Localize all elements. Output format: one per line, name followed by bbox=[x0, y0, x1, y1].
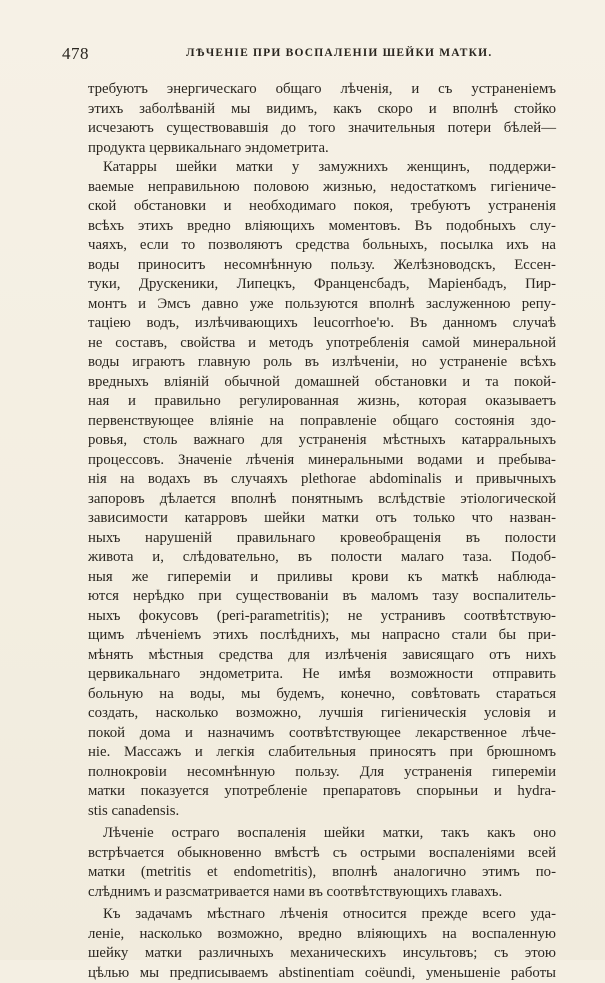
text-line: ются нерѣдко при существованіи въ маломъ тазу воспалитель- bbox=[88, 587, 556, 607]
text-line: Катарры шейки матки у замужнихъ женщинъ, поддержи- bbox=[88, 158, 556, 178]
text-line: создать, насколько возможно, лучшія гигіеническія условія и bbox=[88, 704, 556, 724]
text-line: не составъ, свойства и методъ употребленія самой минеральной bbox=[88, 334, 556, 354]
text-line: продукта цервикальнаго эндометрита. bbox=[88, 139, 556, 159]
text-line: живота и, слѣдовательно, въ полости малаго таза. Подоб- bbox=[88, 548, 556, 568]
text-line: процессовъ. Значеніе лѣченія минеральными водами и пребыва- bbox=[88, 451, 556, 471]
body-text bbox=[88, 80, 556, 983]
text-line: шейку матки различныхъ механическихъ инсультовъ; съ этою bbox=[88, 944, 556, 964]
text-line: ныхъ фокусовъ (peri-parametritis); не устранивъ соотвѣтствую- bbox=[88, 607, 556, 627]
text-line: ской обстановки и необходимаго покоя, требуютъ устраненія bbox=[88, 197, 556, 217]
text-line: ровья, столь важнаго для устраненія мѣстныхъ катарральныхъ bbox=[88, 431, 556, 451]
text-line: воды играютъ главную роль въ излѣченіи, но устраненіе всѣхъ bbox=[88, 353, 556, 373]
text-line: встрѣчается обыкновенно вмѣстѣ съ острыми воспаленіями всей bbox=[88, 844, 556, 864]
text-line: больную на воды, мы будемъ, конечно, совѣтовать стараться bbox=[88, 685, 556, 705]
text-line: stis canadensis. bbox=[88, 802, 556, 822]
text-line: полнокровіи несомнѣнную пользу. Для устраненія гипереміи bbox=[88, 763, 556, 783]
text-line: ныхъ нарушеній правильнаго кровеобращенія въ полости bbox=[88, 529, 556, 549]
text-line: ніе. Массажъ и легкія слабительныя приносятъ при брюшномъ bbox=[88, 743, 556, 763]
text-line: этихъ заболѣваній мы видимъ, какъ скоро и вполнѣ стойко bbox=[88, 100, 556, 120]
paragraph bbox=[88, 80, 556, 158]
text-line: Къ задачамъ мѣстнаго лѣченія относится прежде всего уда- bbox=[88, 905, 556, 925]
text-line: исчезаютъ существовавшія до того значительныя потери бѣлей— bbox=[88, 119, 556, 139]
text-line: туки, Друскеники, Липецкъ, Франценсбадъ, Маріенбадъ, Пир- bbox=[88, 275, 556, 295]
text-line: чаяхъ, если то позволяютъ средства больныхъ, посылка ихъ на bbox=[88, 236, 556, 256]
text-line: монтъ и Эмсъ давно уже пользуются вполнѣ заслуженною репу- bbox=[88, 295, 556, 315]
paragraph bbox=[88, 824, 556, 902]
text-line: всѣхъ этихъ вредно вліяющихъ моментовъ. Въ подобныхъ слу- bbox=[88, 217, 556, 237]
paragraph bbox=[88, 158, 556, 821]
text-line: таціею водъ, излѣчивающихъ leucorrhoe'ю. Въ данномъ случаѣ bbox=[88, 314, 556, 334]
text-line: цервикальнаго эндометрита. Не имѣя возможности отправить bbox=[88, 665, 556, 685]
text-line: ныя же гипереміи и приливы крови къ маткѣ наблюда- bbox=[88, 568, 556, 588]
text-line: матки показуется употребленіе препаратовъ спорыньи и hydra- bbox=[88, 782, 556, 802]
text-line: леніе, насколько возможно, вредно вліяющихъ на воспаленную bbox=[88, 925, 556, 945]
text-line: ваемые неправильною половою жизнью, недостаткомъ гигіениче- bbox=[88, 178, 556, 198]
text-line: воды приноситъ несомнѣнную пользу. Желѣзноводскъ, Ессен- bbox=[88, 256, 556, 276]
text-line: мѣнять мѣстныя средства для излѣченія зависящаго отъ нихъ bbox=[88, 646, 556, 666]
text-line: щимъ лѣченіемъ этихъ послѣднихъ, мы напрасно стали бы при- bbox=[88, 626, 556, 646]
text-line: ная и правильно регулированная жизнь, которая оказываетъ bbox=[88, 392, 556, 412]
page-number: 478 bbox=[62, 44, 89, 64]
text-line: нія на водахъ въ случаяхъ plethorae abdominalis и привычныхъ bbox=[88, 470, 556, 490]
text-line: слѣднимъ и разсматривается нами въ соотвѣтствующихъ главахъ. bbox=[88, 883, 556, 903]
page-header bbox=[62, 44, 542, 64]
text-line: запоровъ дѣлается вполнѣ понятнымъ вслѣдствіе этіологической bbox=[88, 490, 556, 510]
paragraph bbox=[88, 905, 556, 983]
text-line: Лѣченіе остраго воспаленія шейки матки, такъ какъ оно bbox=[88, 824, 556, 844]
text-line: покой дома и назначимъ соотвѣтствующее лекарственное лѣче- bbox=[88, 724, 556, 744]
text-line: зависимости катарровъ шейки матки отъ только что назван- bbox=[88, 509, 556, 529]
running-title: ЛѢЧЕНІЕ ПРИ ВОСПАЛЕНІИ ШЕЙКИ МАТКИ. bbox=[186, 47, 492, 59]
text-line: вредныхъ вліяній обычной домашней обстановки и та покой- bbox=[88, 373, 556, 393]
text-line: матки (metritis et endometritis), вполнѣ аналогично этимъ по- bbox=[88, 863, 556, 883]
text-line: первенствующее вліяніе на поправленіе общаго состоянія здо- bbox=[88, 412, 556, 432]
text-line: цѣлью мы предписываемъ abstinentiam coëundi, уменьшеніе работы bbox=[88, 964, 556, 983]
text-line: требуютъ энергическаго общаго лѣченія, и съ устраненіемъ bbox=[88, 80, 556, 100]
